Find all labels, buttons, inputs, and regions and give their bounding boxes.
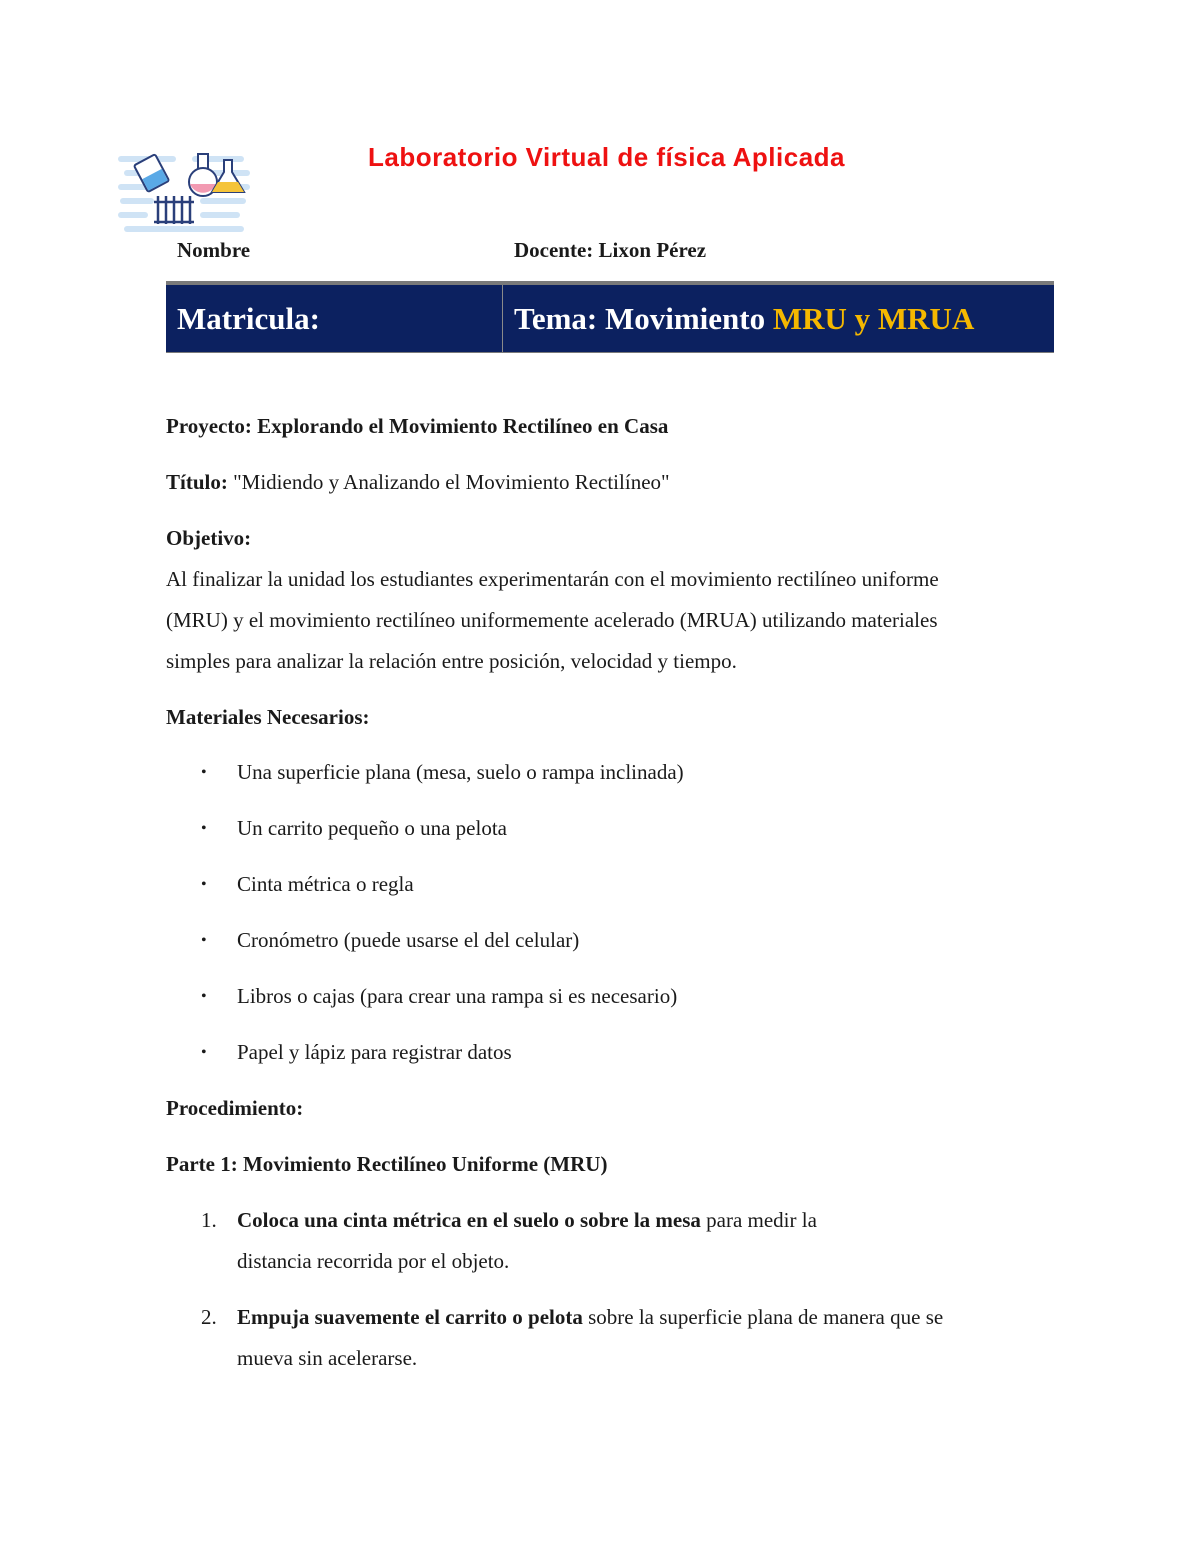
tema-accent: MRU y MRUA xyxy=(772,300,975,336)
list-item-text: Cronómetro (puede usarse el del celular) xyxy=(237,928,580,952)
bullet-icon: • xyxy=(201,820,207,837)
docente-label: Docente: xyxy=(514,238,594,262)
list-item xyxy=(166,752,1046,793)
step-bold-text: Coloca una cinta métrica en el suelo o sobre la mesa xyxy=(237,1208,701,1232)
lab-flasks-icon xyxy=(114,146,254,234)
step-line: distancia recorrida por el objeto. xyxy=(237,1249,510,1273)
tema-label: Tema: Movimiento xyxy=(514,300,773,336)
document-body xyxy=(166,406,1046,1394)
bullet-icon: • xyxy=(201,876,207,893)
tema-cell xyxy=(503,285,1054,352)
list-item-text: Un carrito pequeño o una pelota xyxy=(237,816,507,840)
list-item xyxy=(166,808,1046,849)
list-item-text: Una superficie plana (mesa, suelo o rampa inclinada) xyxy=(237,760,684,784)
list-item xyxy=(166,864,1046,905)
list-item-text: Cinta métrica o regla xyxy=(237,872,414,896)
objetivo-heading: Objetivo: xyxy=(166,526,252,550)
step-number: 2. xyxy=(201,1305,217,1329)
list-item-text: Libros o cajas (para crear una rampa si es necesario) xyxy=(237,984,678,1008)
procedure-steps xyxy=(166,1200,1046,1379)
titulo-line xyxy=(166,462,1046,503)
info-banner xyxy=(166,281,1054,353)
list-item-text: Papel y lápiz para registrar datos xyxy=(237,1040,512,1064)
bullet-icon: • xyxy=(201,988,207,1005)
step-text: sobre la superficie plana de manera que se xyxy=(582,1305,944,1329)
proyecto-heading: Proyecto: Explorando el Movimiento Rectilíneo en Casa xyxy=(166,414,669,438)
list-item xyxy=(166,920,1046,961)
objetivo-text-line: (MRU) y el movimiento rectilíneo uniformemente acelerado (MRUA) utilizando materiales xyxy=(166,608,938,632)
titulo-label: Título: xyxy=(166,470,228,494)
step-line xyxy=(237,1200,1046,1241)
bullet-icon: • xyxy=(201,1044,207,1061)
objetivo-text-line: simples para analizar la relación entre posición, velocidad y tiempo. xyxy=(166,649,737,673)
procedimiento-heading: Procedimiento: xyxy=(166,1096,304,1120)
matricula-cell xyxy=(166,285,503,352)
materiales-heading: Materiales Necesarios: xyxy=(166,705,370,729)
titulo-value: "Midiendo y Analizando el Movimiento Rectilíneo" xyxy=(227,470,670,494)
step-line: mueva sin acelerarse. xyxy=(237,1346,418,1370)
step-bold-text: Empuja suavemente el carrito o pelota xyxy=(237,1305,583,1329)
list-item xyxy=(166,976,1046,1017)
bullet-icon: • xyxy=(201,932,207,949)
objetivo-text-line: Al finalizar la unidad los estudiantes experimentarán con el movimiento rectilíneo uniforme xyxy=(166,567,939,591)
bullet-icon: • xyxy=(201,764,207,781)
list-item xyxy=(166,1297,1046,1379)
parte1-heading: Parte 1: Movimiento Rectilíneo Uniforme (MRU) xyxy=(166,1152,608,1176)
lab-title: Laboratorio Virtual de física Aplicada xyxy=(368,142,846,172)
step-number: 1. xyxy=(201,1208,217,1232)
nombre-label: Nombre xyxy=(177,238,251,262)
step-line xyxy=(237,1297,1046,1338)
list-item xyxy=(166,1200,1046,1282)
materiales-list xyxy=(166,752,1046,1073)
docente-field xyxy=(514,238,706,263)
step-text: para medir la xyxy=(700,1208,817,1232)
list-item xyxy=(166,1032,1046,1073)
docente-name: Lixon Pérez xyxy=(598,238,707,262)
matricula-label: Matricula: xyxy=(177,300,320,336)
